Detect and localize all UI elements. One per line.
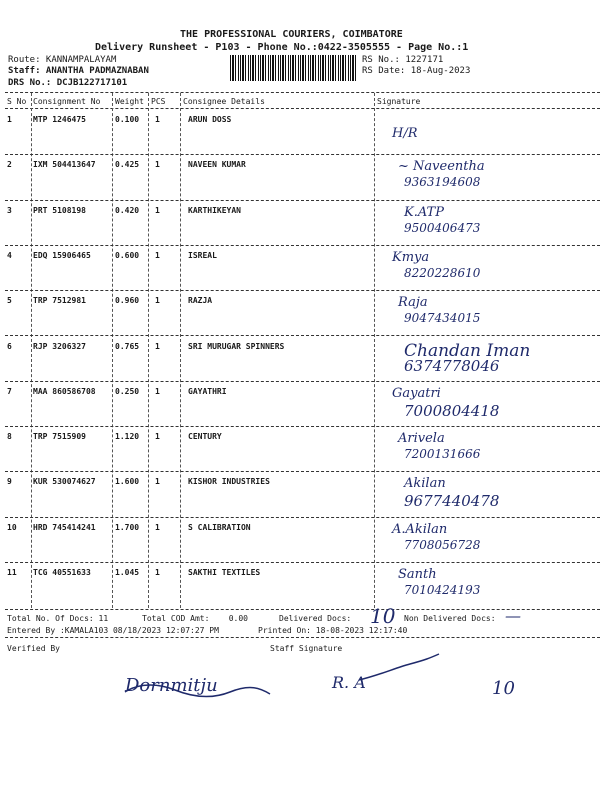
cell-consignee: KARTHIKEYAN [188, 205, 241, 215]
cell-consignee: KISHOR INDUSTRIES [188, 477, 270, 487]
cell-weight: 0.765 [115, 341, 140, 351]
cell-sno: 4 [7, 250, 12, 260]
cell-pcs: 1 [155, 296, 160, 306]
handwritten-phone: 9677440478 [404, 492, 500, 511]
runsheet-subtitle: Delivery Runsheet - P103 - Phone No.:0422-3505555 - Page No.:1 [95, 42, 469, 53]
handwritten-phone: 8220228610 [404, 265, 481, 280]
cell-consignment: EDQ 15906465 [33, 250, 91, 260]
drs-number: DRS No.: DCJB122717101 [8, 78, 128, 88]
header-bottom-rule [5, 108, 600, 109]
cell-consignment: IXM 504413647 [33, 160, 96, 170]
cell-consignment: TRP 7512981 [33, 296, 86, 306]
company-name: THE PROFESSIONAL COURIERS, COIMBATORE [180, 29, 403, 40]
handwritten-signature: A.Akilan [392, 521, 448, 537]
col-header-signature: Signature [377, 97, 421, 106]
staff-signature-label: Staff Signature [270, 644, 343, 653]
handwritten-phone: 9047434015 [404, 311, 481, 326]
header-top-rule [5, 92, 600, 93]
cell-pcs: 1 [155, 568, 160, 577]
verified-signature-stroke [120, 680, 280, 710]
cell-sno: 6 [7, 341, 12, 351]
cell-consignment: PRT 5108198 [33, 205, 86, 215]
handwritten-signature: Santh [398, 567, 437, 582]
cell-pcs: 1 [155, 477, 160, 487]
cell-weight: 0.100 [115, 115, 140, 124]
barcode [230, 55, 356, 81]
staff-signature: R. A [332, 673, 366, 692]
count-handwritten: 10 [492, 678, 515, 699]
cell-consignment: MAA 860586708 [33, 386, 96, 396]
table-row [0, 382, 600, 427]
verified-signature: Dornmitju [125, 675, 218, 696]
table-row [0, 563, 600, 608]
cell-weight: 1.600 [115, 477, 140, 487]
cell-sno: 11 [7, 568, 17, 577]
cell-sno: 8 [7, 432, 12, 442]
cell-pcs: 1 [155, 432, 160, 442]
cell-consignee: NAVEEN KUMAR [188, 160, 246, 170]
cell-weight: 0.425 [115, 160, 140, 170]
handwritten-signature: ~ Naveentha [398, 159, 485, 175]
delivered-handwritten: 10 [370, 604, 396, 628]
cell-consignee: RAZJA [188, 296, 213, 306]
cell-consignee: GAYATHRI [188, 386, 227, 396]
cell-pcs: 1 [155, 386, 160, 396]
table-row [0, 246, 600, 291]
col-header-pcs: PCS [151, 97, 166, 106]
total-docs: Total No. Of Docs: 11 [7, 614, 109, 623]
cell-pcs: 1 [155, 250, 160, 260]
cell-sno: 10 [7, 522, 17, 532]
cell-sno: 9 [7, 477, 12, 487]
cell-consignment: RJP 3206327 [33, 341, 86, 351]
delivered-docs: Delivered Docs: [279, 614, 352, 623]
cell-consignee: ISREAL [188, 250, 217, 260]
col-header-sno: S No [7, 97, 27, 106]
table-row [0, 518, 600, 563]
cell-consignment: TRP 7515909 [33, 432, 86, 442]
col-header-weight: Weight [115, 97, 144, 106]
handwritten-phone: 7708056728 [404, 537, 481, 552]
cell-weight: 0.960 [115, 296, 140, 306]
printed-on: Printed On: 18-08-2023 12:17:40 [258, 626, 408, 635]
rs-number: RS No.: 1227171 [362, 55, 444, 65]
cell-consignment: KUR 530074627 [33, 477, 96, 487]
entered-by: Entered By :KAMALA103 08/18/2023 12:07:27 PM [7, 626, 219, 635]
handwritten-signature: K.ATP [404, 204, 444, 220]
cell-weight: 1.120 [115, 432, 140, 442]
total-cod: Total COD Amt: 0.00 [142, 614, 248, 623]
table-row [0, 110, 600, 155]
cell-sno: 5 [7, 296, 12, 306]
cell-consignee: SRI MURUGAR SPINNERS [188, 341, 285, 351]
table-row [0, 427, 600, 472]
handwritten-signature: Chandan Iman [404, 340, 531, 361]
handwritten-signature: H/R [392, 126, 418, 141]
handwritten-phone: 7000804418 [404, 401, 500, 420]
route-label: Route: KANNAMPALAYAM [8, 55, 117, 65]
cell-weight: 0.420 [115, 205, 140, 215]
handwritten-signature: Raja [398, 295, 428, 311]
footer-rule [5, 637, 600, 638]
table-row [0, 155, 600, 200]
cell-consignee: ARUN DOSS [188, 115, 232, 124]
cell-pcs: 1 [155, 522, 160, 532]
cell-consignee: S CALIBRATION [188, 522, 251, 532]
cell-pcs: 1 [155, 115, 160, 124]
handwritten-phone: 7200131666 [404, 447, 481, 462]
rs-date: RS Date: 18-Aug-2023 [362, 66, 471, 76]
cell-consignment: TCG 40551633 [33, 568, 91, 577]
cell-weight: 0.600 [115, 250, 140, 260]
handwritten-signature: Akilan [404, 476, 446, 492]
handwritten-phone: 6374778046 [404, 356, 500, 375]
cell-pcs: 1 [155, 160, 160, 170]
cell-sno: 2 [7, 160, 12, 170]
cell-consignment: HRD 745414241 [33, 522, 96, 532]
cell-pcs: 1 [155, 205, 160, 215]
col-header-consignment: Consignment No [33, 97, 101, 106]
verified-by-label: Verified By [7, 644, 60, 653]
table-row [0, 337, 600, 382]
cell-consignee: SAKTHI TEXTILES [188, 568, 261, 577]
cell-weight: 1.045 [115, 568, 140, 577]
handwritten-phone: 9363194608 [404, 175, 481, 190]
cell-consignment: MTP 1246475 [33, 115, 86, 124]
handwritten-signature: Kmya [392, 249, 430, 265]
non-delivered-handwritten: — [505, 606, 521, 625]
cell-weight: 0.250 [115, 386, 140, 396]
cell-pcs: 1 [155, 341, 160, 351]
table-row [0, 472, 600, 517]
cell-sno: 3 [7, 205, 12, 215]
handwritten-phone: 7010424193 [404, 583, 481, 597]
non-delivered-docs: Non Delivered Docs: [404, 614, 496, 623]
staff-label: Staff: ANANTHA PADMAZNABAN [8, 66, 149, 76]
table-row [0, 201, 600, 246]
cell-weight: 1.700 [115, 522, 140, 532]
cell-sno: 1 [7, 115, 12, 124]
staff-signature-stroke [355, 650, 445, 690]
handwritten-signature: Gayatri [392, 385, 441, 401]
handwritten-phone: 9500406473 [404, 220, 481, 235]
col-header-consignee: Consignee Details [183, 97, 265, 106]
cell-consignee: CENTURY [188, 432, 222, 442]
handwritten-signature: Arivela [398, 431, 445, 447]
cell-sno: 7 [7, 386, 12, 396]
table-row [0, 291, 600, 336]
